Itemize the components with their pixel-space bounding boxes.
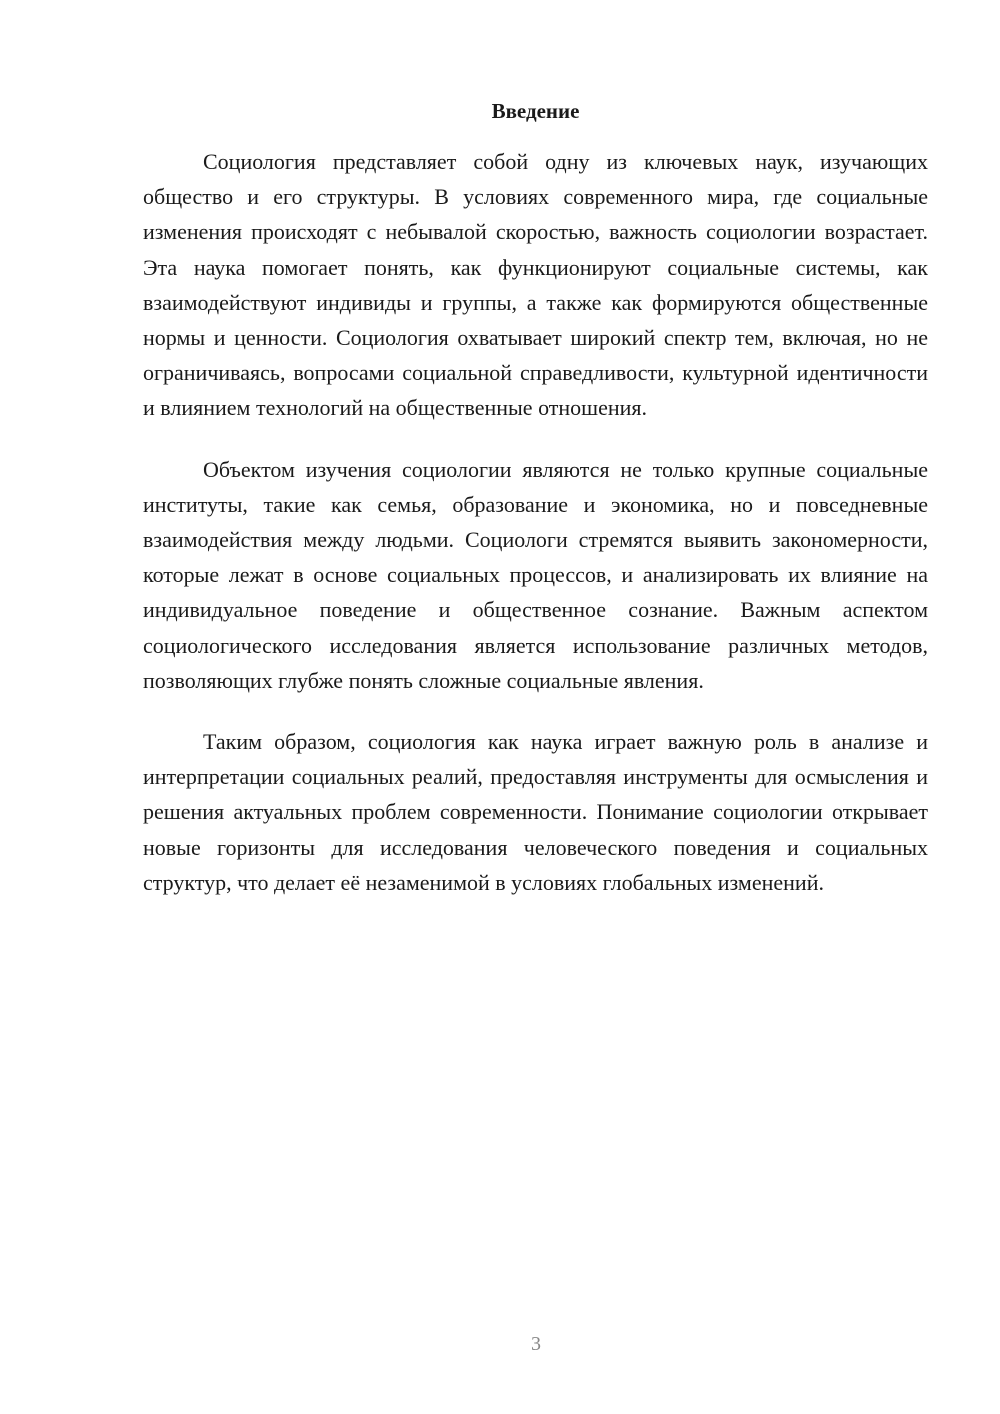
paragraph-3: Таким образом, социология как наука играет важную роль в анализе и интерпретации социальных реалий, предоставляя инструменты для осмысления и решения актуальных проблем современности. Понимание социологии открывает новые горизонты для исследования человеческого поведения и социальных структур, что делает её незаменимой в условиях глобальных изменений. <box>143 729 928 895</box>
paragraph-1: Социология представляет собой одну из ключевых наук, изучающих общество и его структуры. В условиях современного мира, где социальные изменения происходят с небывалой скоростью, важность социологии возрастает. Эта наука помогает понять, как функционируют социальные системы, как взаимодействуют индивиды и группы, а также как формируются общественные нормы и ценности. Социология охватывает широкий спектр тем, включая, но не ограничиваясь, вопросами социальной справедливости, культурной идентичности и влиянием технологий на общественные отношения. <box>143 149 928 421</box>
paragraph-2: Объектом изучения социологии являются не только крупные социальные институты, такие как семья, образование и экономика, но и повседневные взаимодействия между людьми. Социологи стремятся выявить закономерности, которые лежат в основе социальных процессов, и анализировать их влияние на индивидуальное поведение и общественное сознание. Важным аспектом социологического исследования является использование различных методов, позволяющих глубже понять сложные социальные явления. <box>143 456 928 693</box>
page-number: 3 <box>531 1333 541 1355</box>
section-heading: Введение <box>491 99 580 123</box>
body-text <box>143 144 928 926</box>
